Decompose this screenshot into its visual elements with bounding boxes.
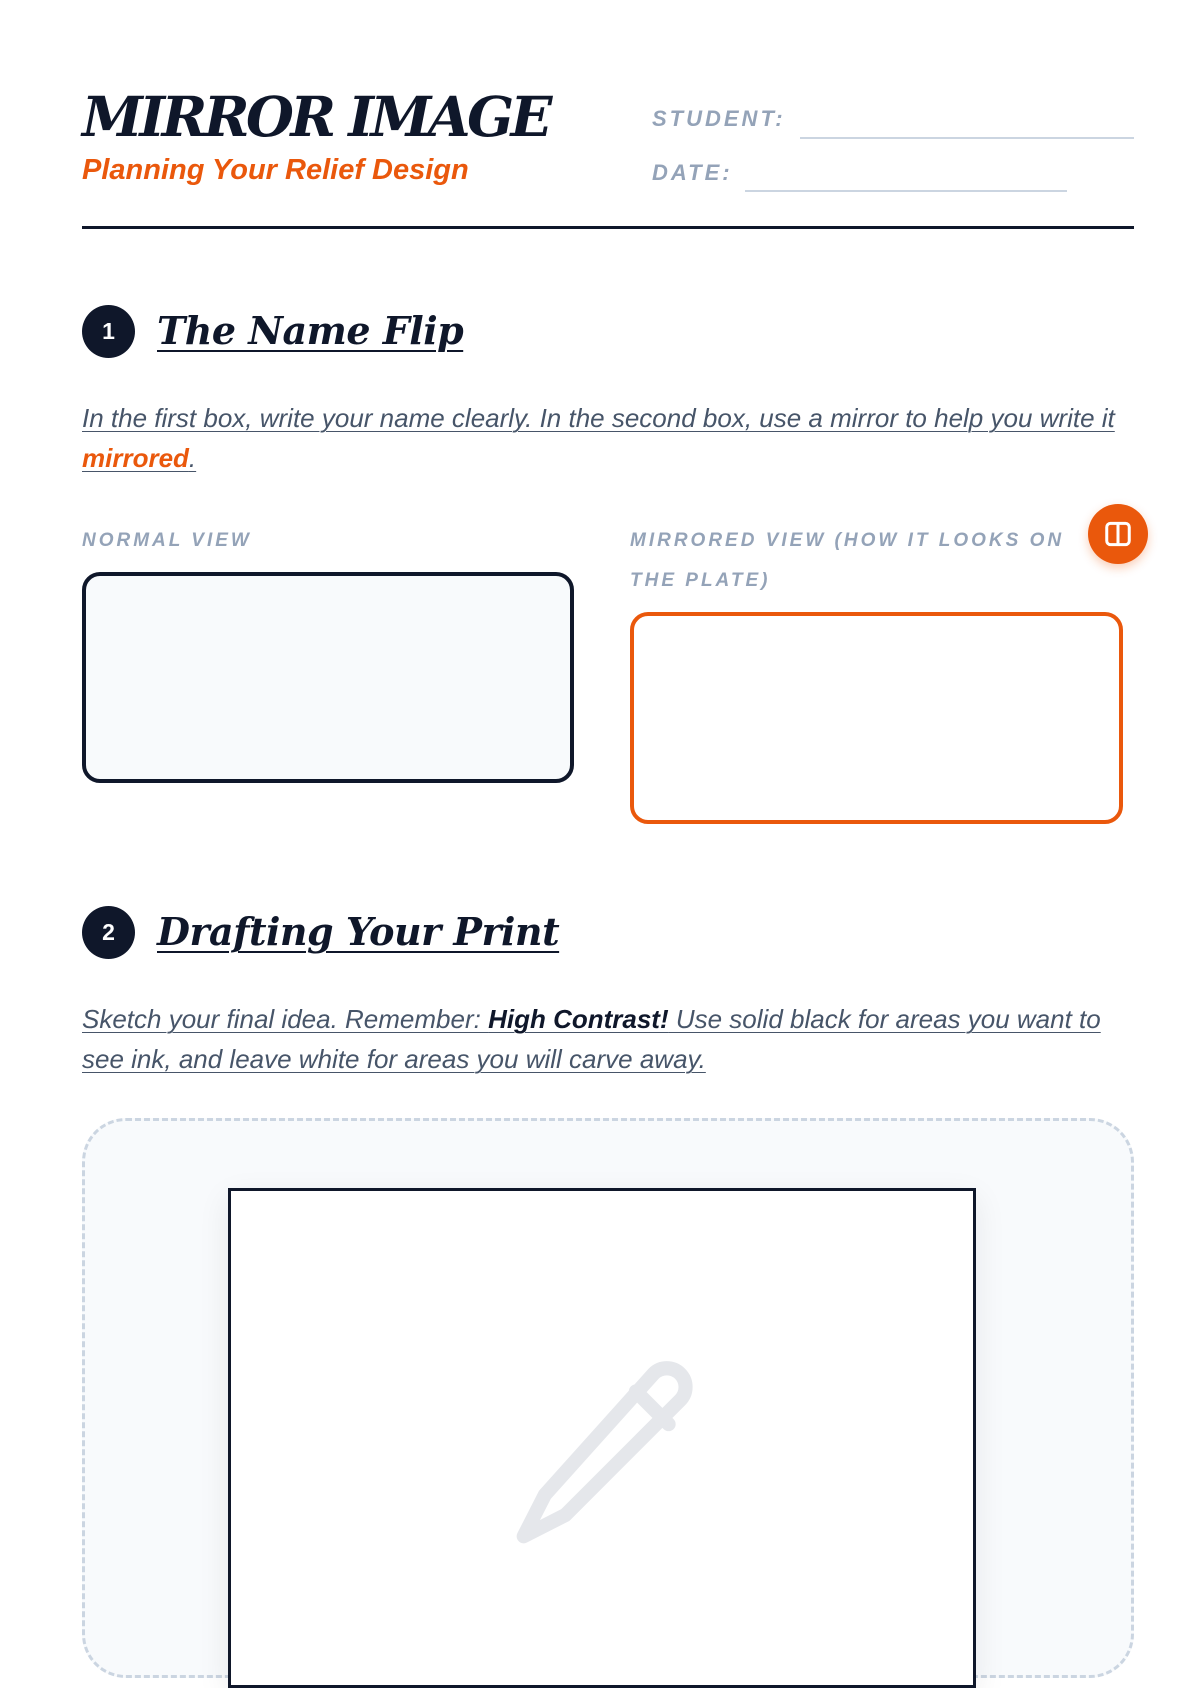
section-title-drafting: Drafting Your Print [157,909,560,954]
date-field[interactable] [745,190,1067,192]
date-label: DATE: [652,160,733,185]
name-flip-instructions: In the first box, write your name clearly. In the second box, use a mirror to help you write it mirrored. [82,403,1115,473]
drafting-instructions: Sketch your final idea. Remember: High Contrast! Use solid black for areas you want to see ink, and leave white for areas you will carve away. [82,1004,1101,1074]
pencil-icon [499,1349,711,1561]
split-view-icon [1103,519,1133,549]
page-title: MIRROR IMAGE [82,84,549,149]
page-subtitle: Planning Your Relief Design [82,154,469,186]
mirrored-view-label: MIRRORED VIEW (HOW IT LOOKS ON THE PLATE) [630,530,1065,591]
normal-view-label: NORMAL VIEW [82,530,252,551]
worksheet-header [82,0,1134,229]
section-number-badge: 1 [82,305,135,358]
split-view-button[interactable] [1088,504,1148,564]
student-label: STUDENT: [652,106,786,131]
mirrored-name-box[interactable] [630,612,1123,824]
section-title-name-flip: The Name Flip [157,308,464,353]
student-field[interactable] [800,137,1134,139]
normal-name-box[interactable] [82,572,574,783]
drawing-canvas[interactable] [228,1188,976,1688]
section-number-badge: 2 [82,906,135,959]
